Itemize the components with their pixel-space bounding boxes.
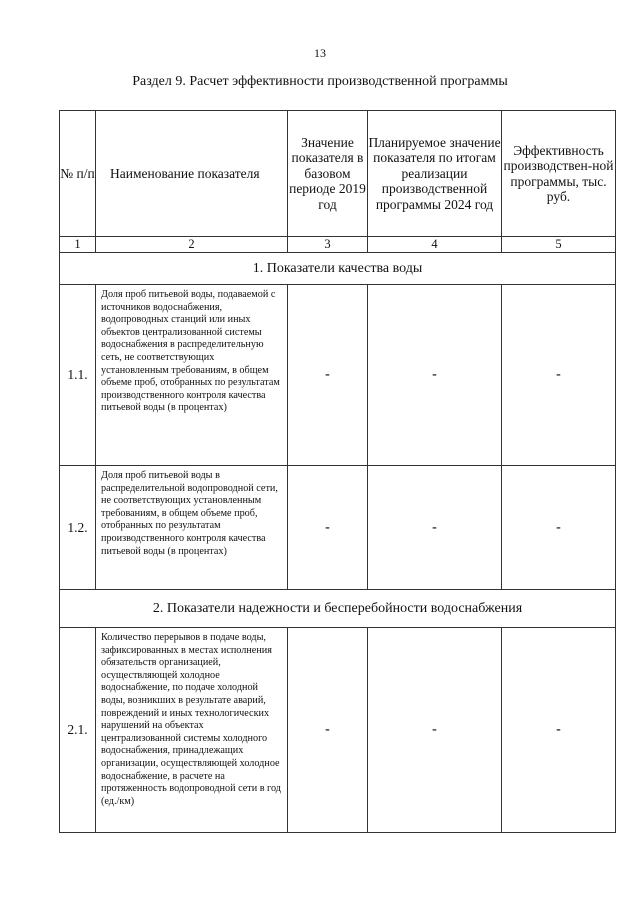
table-row: [60, 285, 616, 466]
column-number: 5: [502, 237, 616, 253]
planned-value: -: [368, 466, 502, 590]
column-number: 4: [368, 237, 502, 253]
base-value: -: [288, 628, 368, 833]
section-heading: 1. Показатели качества воды: [60, 253, 616, 285]
row-number: 1.1.: [60, 285, 96, 466]
column-numbers-row: [60, 237, 616, 253]
column-number: 3: [288, 237, 368, 253]
header-num: № п/п: [60, 111, 96, 237]
efficiency-value: -: [502, 285, 616, 466]
header-base-value: Значение показателя в базовом периоде 2019 год: [288, 111, 368, 237]
efficiency-value: -: [502, 628, 616, 833]
section-row: [60, 253, 616, 285]
indicator-name: Количество перерывов в подаче воды, зафиксированных в местах исполнения обязательств организацией, осуществляющей холодное водоснабжение, по подаче холодной воды, возникших в результате аварий, повреждений и иных технологических нарушений на объектах централизованной системы холодного водоснабжения, принадлежащих организации, осуществляющей холодное водоснабжение, в расчете на протяженность водопроводной сети в год (ед./км): [96, 628, 288, 833]
base-value: -: [288, 466, 368, 590]
section-row: [60, 590, 616, 628]
table-row: [60, 628, 616, 833]
efficiency-value: -: [502, 466, 616, 590]
row-number: 1.2.: [60, 466, 96, 590]
planned-value: -: [368, 628, 502, 833]
header-efficiency: Эффективность производствен-ной программы, тыс. руб.: [502, 111, 616, 237]
section-heading: 2. Показатели надежности и бесперебойности водоснабжения: [60, 590, 616, 628]
column-number: 2: [96, 237, 288, 253]
header-planned-value: Планируемое значение показателя по итогам реализации производственной программы 2024 год: [368, 111, 502, 237]
base-value: -: [288, 285, 368, 466]
indicator-name: Доля проб питьевой воды, подаваемой с источников водоснабжения, водопроводных станций или иных объектов централизованной системы водоснабжения в распределительную сеть, не соответствующих установленным требованиям, в общем объеме проб, отобранных по результатам производственного контроля качества питьевой воды (в процентах): [96, 285, 288, 466]
row-number: 2.1.: [60, 628, 96, 833]
header-name: Наименование показателя: [96, 111, 288, 237]
page-number: 13: [314, 46, 326, 60]
efficiency-table: [59, 110, 616, 833]
table-row: [60, 466, 616, 590]
planned-value: -: [368, 285, 502, 466]
column-number: 1: [60, 237, 96, 253]
indicator-name: Доля проб питьевой воды в распределительной водопроводной сети, не соответствующих установленным требованиям, в общем объеме проб, отобранных по результатам производственного контроля качества питьевой воды (в процентах): [96, 466, 288, 590]
table-header-row: [60, 111, 616, 237]
section-title: Раздел 9. Расчет эффективности производственной программы: [132, 74, 508, 89]
